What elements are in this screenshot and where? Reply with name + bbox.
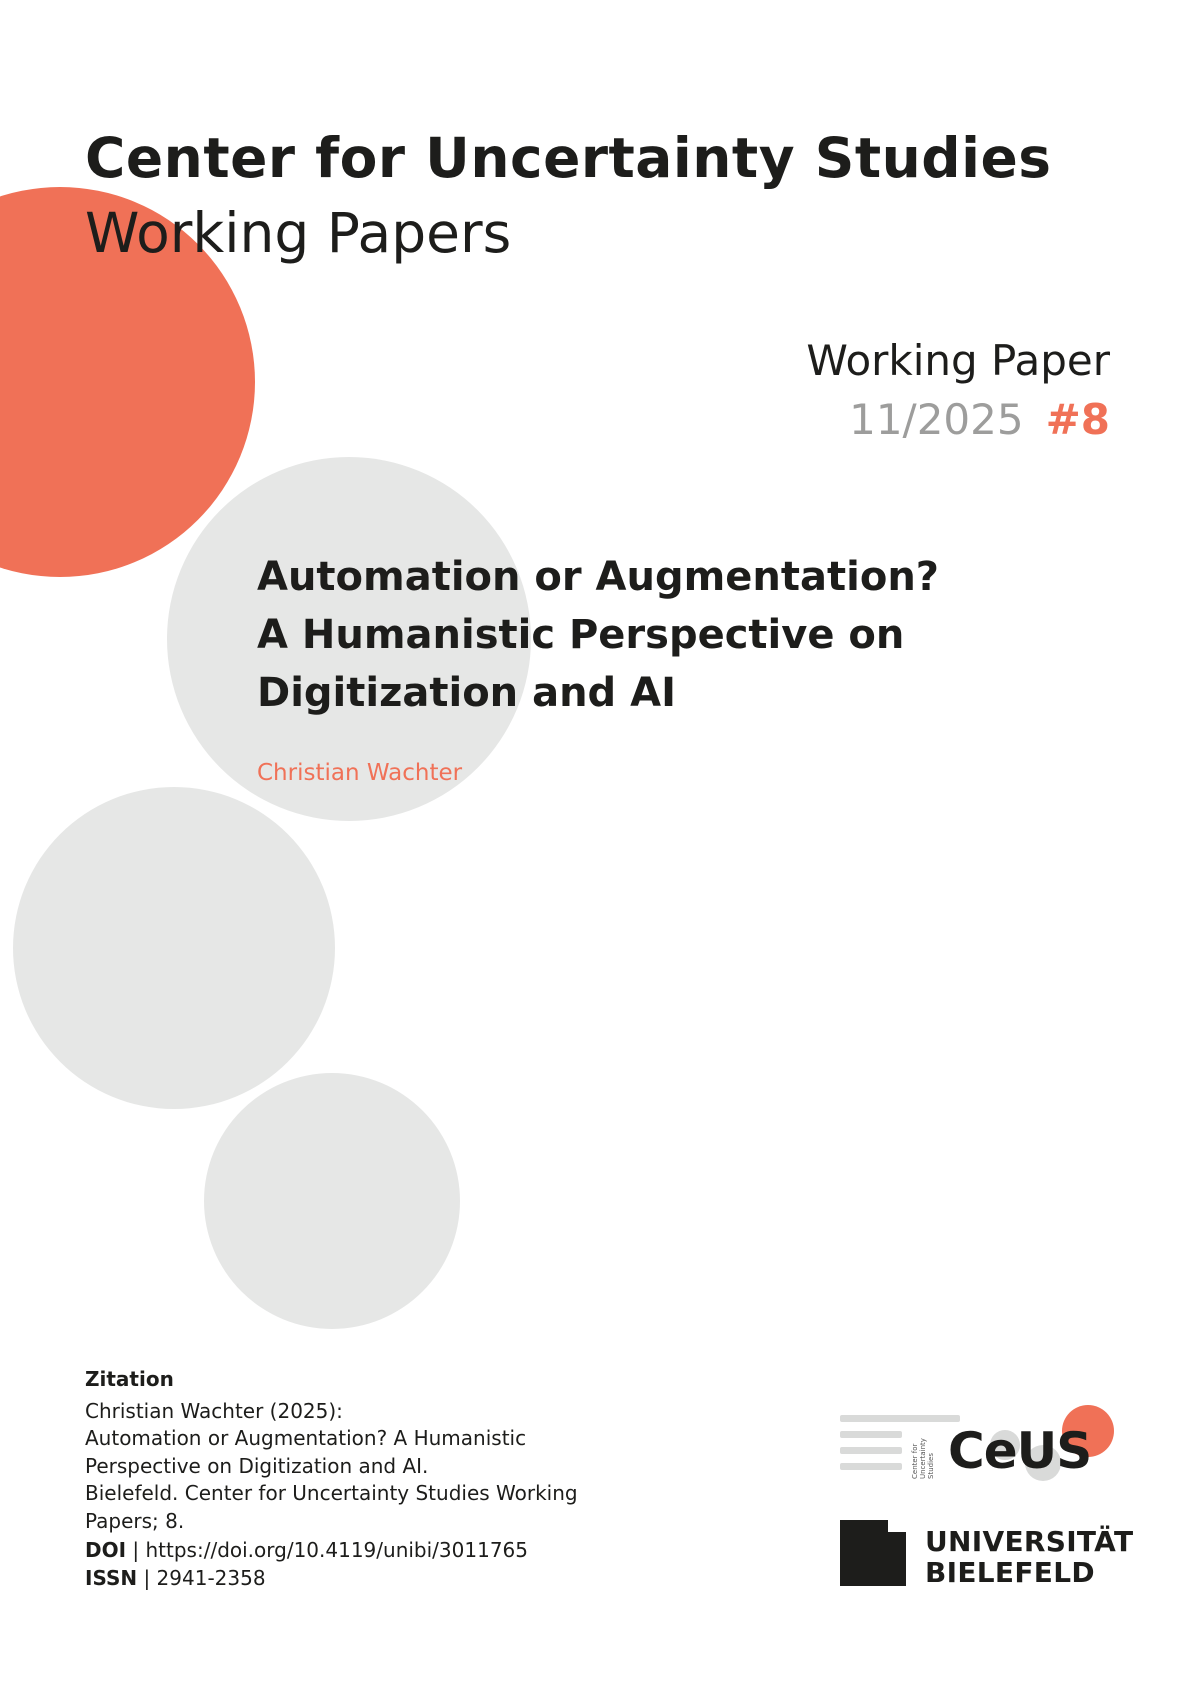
decorative-grey-circle-3 [204, 1073, 460, 1329]
citation-heading: Zitation [85, 1367, 174, 1391]
university-line-1: UNIVERSITÄT [925, 1525, 1134, 1558]
university-bielefeld-logo [840, 1518, 1134, 1589]
citation-line: Christian Wachter (2025): [85, 1398, 343, 1423]
series-title: Center for Uncertainty Studies [85, 126, 1052, 190]
citation-line: Automation or Augmentation? A Humanistic [85, 1426, 527, 1450]
issn-row [85, 1565, 605, 1591]
university-logo-mark [840, 1520, 906, 1586]
working-paper-issue: #8 [1045, 395, 1110, 444]
citation-block [85, 1366, 605, 1591]
citation-line: Papers; 8. [85, 1508, 185, 1533]
issn-value: | 2941-2358 [143, 1566, 266, 1590]
doi-link[interactable]: | https://doi.org/10.4119/unibi/3011765 [132, 1538, 528, 1562]
ceus-logo-vertical-text: Center for Uncertainty Studies [911, 1438, 935, 1479]
paper-title [257, 548, 1017, 722]
ceus-logo-text: CeUS [948, 1422, 1092, 1480]
series-subtitle: Working Papers [85, 201, 512, 265]
ceus-logo [840, 1405, 1115, 1490]
issn-label: ISSN [85, 1566, 138, 1590]
working-paper-label: Working Paper [806, 336, 1110, 385]
doi-row [85, 1537, 605, 1563]
paper-title-line: Automation or Augmentation? [257, 554, 940, 600]
university-line-2: BIELEFELD [925, 1556, 1095, 1589]
paper-title-line: Digitization and AI [257, 670, 676, 716]
doi-label: DOI [85, 1538, 127, 1562]
working-paper-number [849, 395, 1110, 445]
author-name: Christian Wachter [257, 760, 463, 786]
citation-line: Bielefeld. Center for Uncertainty Studies Working [85, 1481, 578, 1505]
paper-title-line: A Humanistic Perspective on [257, 612, 905, 658]
citation-line: Perspective on Digitization and AI. [85, 1453, 429, 1478]
decorative-grey-circle-2 [13, 787, 335, 1109]
university-name [925, 1526, 1133, 1588]
working-paper-date: 11/2025 [849, 395, 1024, 444]
